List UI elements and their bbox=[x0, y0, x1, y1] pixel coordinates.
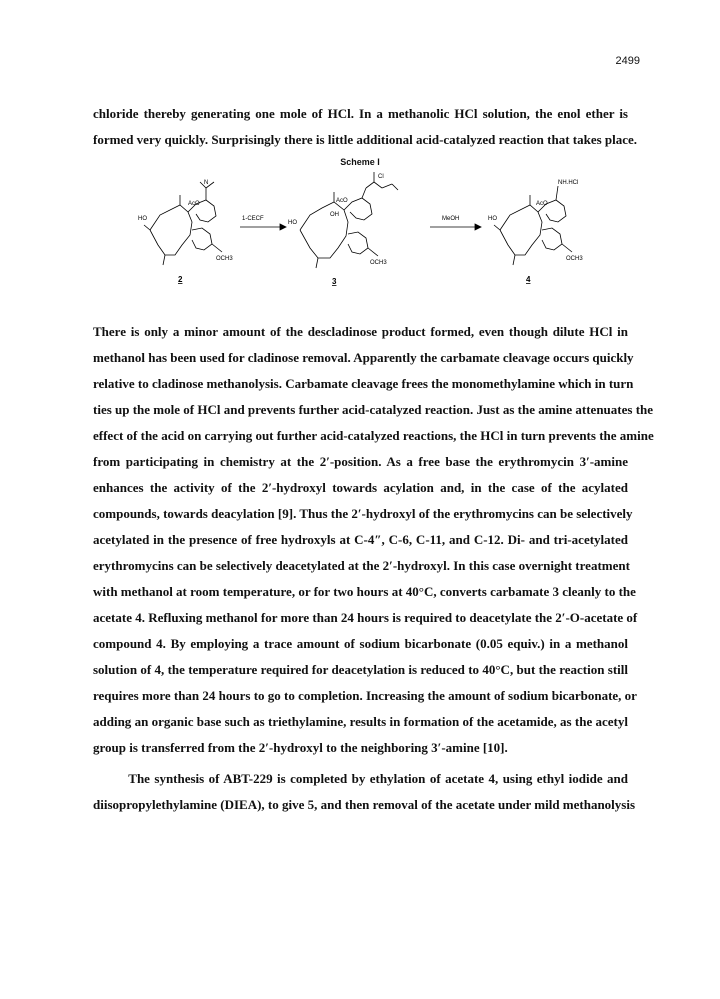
atom-label-aco: AcO bbox=[536, 201, 548, 207]
atom-label-och3: OCH3 bbox=[566, 256, 583, 262]
text-line: adding an organic base such as triethylamine, results in formation of the acetamide, as the acetyl bbox=[93, 714, 628, 729]
atom-label-aco: AcO bbox=[336, 198, 348, 204]
atom-label-n: N bbox=[204, 180, 209, 186]
scheme-title: Scheme I bbox=[340, 157, 380, 167]
text-line: from participating in chemistry at the 2′-position. As a free base the erythromycin 3′-amine bbox=[93, 454, 628, 469]
reagent-1: 1-CECF bbox=[242, 216, 264, 222]
compound-label: 4 bbox=[526, 275, 531, 284]
text-line: solution of 4, the temperature required for deacetylation is reduced to 40°C, but the reaction still bbox=[93, 662, 628, 677]
text-line: ties up the mole of HCl and prevents further acid-catalyzed reaction. Just as the amine attenuates the bbox=[93, 402, 654, 417]
reagent-2: MeOH bbox=[442, 216, 460, 222]
text-line: diisopropylethylamine (DIEA), to give 5, and then removal of the acetate under mild methanolysis bbox=[93, 797, 636, 812]
text-line: The synthesis of ABT-229 is completed by ethylation of acetate 4, using ethyl iodide and bbox=[93, 771, 628, 786]
atom-label-och3: OCH3 bbox=[370, 260, 387, 266]
atom-label-oh: OH bbox=[330, 212, 339, 218]
text-line: chloride thereby generating one mole of HCl. In a methanolic HCl solution, the enol ether is bbox=[93, 106, 628, 121]
atom-label-aco: AcO bbox=[188, 201, 200, 207]
text-line: formed very quickly. Surprisingly there is little additional acid-catalyzed reaction that takes place. bbox=[93, 132, 638, 147]
text-line: with methanol at room temperature, or for two hours at 40°C, converts carbamate 3 cleanly to the bbox=[93, 584, 636, 599]
atom-label-cl: Cl bbox=[378, 174, 384, 180]
text-line: acetate 4. Refluxing methanol for more than 24 hours is required to deacetylate the 2′-O-acetate of bbox=[93, 610, 638, 625]
text-line: erythromycins can be selectively deacetylated at the 2′-hydroxyl. In this case overnight treatment bbox=[93, 558, 630, 573]
text-line: compounds, towards deacylation [9]. Thus the 2′-hydroxyl of the erythromycins can be selectively bbox=[93, 506, 633, 521]
atom-label-ho: HO bbox=[138, 216, 147, 222]
atom-label-ho: HO bbox=[288, 220, 297, 226]
atom-label-och3: OCH3 bbox=[216, 256, 233, 262]
compound-3-structure bbox=[300, 172, 398, 268]
compound-label: 2 bbox=[178, 275, 183, 284]
reaction-scheme bbox=[130, 170, 590, 290]
text-line: enhances the activity of the 2′-hydroxyl towards acylation and, in the case of the acylated bbox=[93, 480, 628, 495]
text-line: acetylated in the presence of free hydroxyls at C-4″, C-6, C-11, and C-12. Di- and tri-acetylated bbox=[93, 532, 628, 547]
text-line: requires more than 24 hours to go to completion. Increasing the amount of sodium bicarbonate, or bbox=[93, 688, 637, 703]
text-line: compound 4. By employing a trace amount of sodium bicarbonate (0.05 equiv.) in a methanol bbox=[93, 636, 628, 651]
atom-label-ho: HO bbox=[488, 216, 497, 222]
paragraph-intro bbox=[93, 101, 638, 153]
compound-label: 3 bbox=[332, 277, 337, 286]
compound-4-structure bbox=[494, 186, 572, 265]
text-line: group is transferred from the 2′-hydroxyl to the neighboring 3′-amine [10]. bbox=[93, 740, 508, 755]
text-line: There is only a minor amount of the descladinose product formed, even though dilute HCl in bbox=[93, 324, 628, 339]
atom-label-nhhcl: NH.HCl bbox=[558, 180, 579, 186]
text-line: methanol has been used for cladinose removal. Apparently the carbamate cleavage occurs quickly bbox=[93, 350, 634, 365]
compound-2-structure bbox=[144, 182, 222, 265]
text-line: relative to cladinose methanolysis. Carbamate cleavage frees the monomethylamine which in turn bbox=[93, 376, 634, 391]
paragraph-synthesis bbox=[93, 766, 636, 818]
text-line: effect of the acid on carrying out further acid-catalyzed reactions, the HCl in turn prevents the amine bbox=[93, 428, 654, 443]
paragraph-discussion bbox=[93, 319, 654, 761]
page-number: 2499 bbox=[615, 55, 640, 67]
